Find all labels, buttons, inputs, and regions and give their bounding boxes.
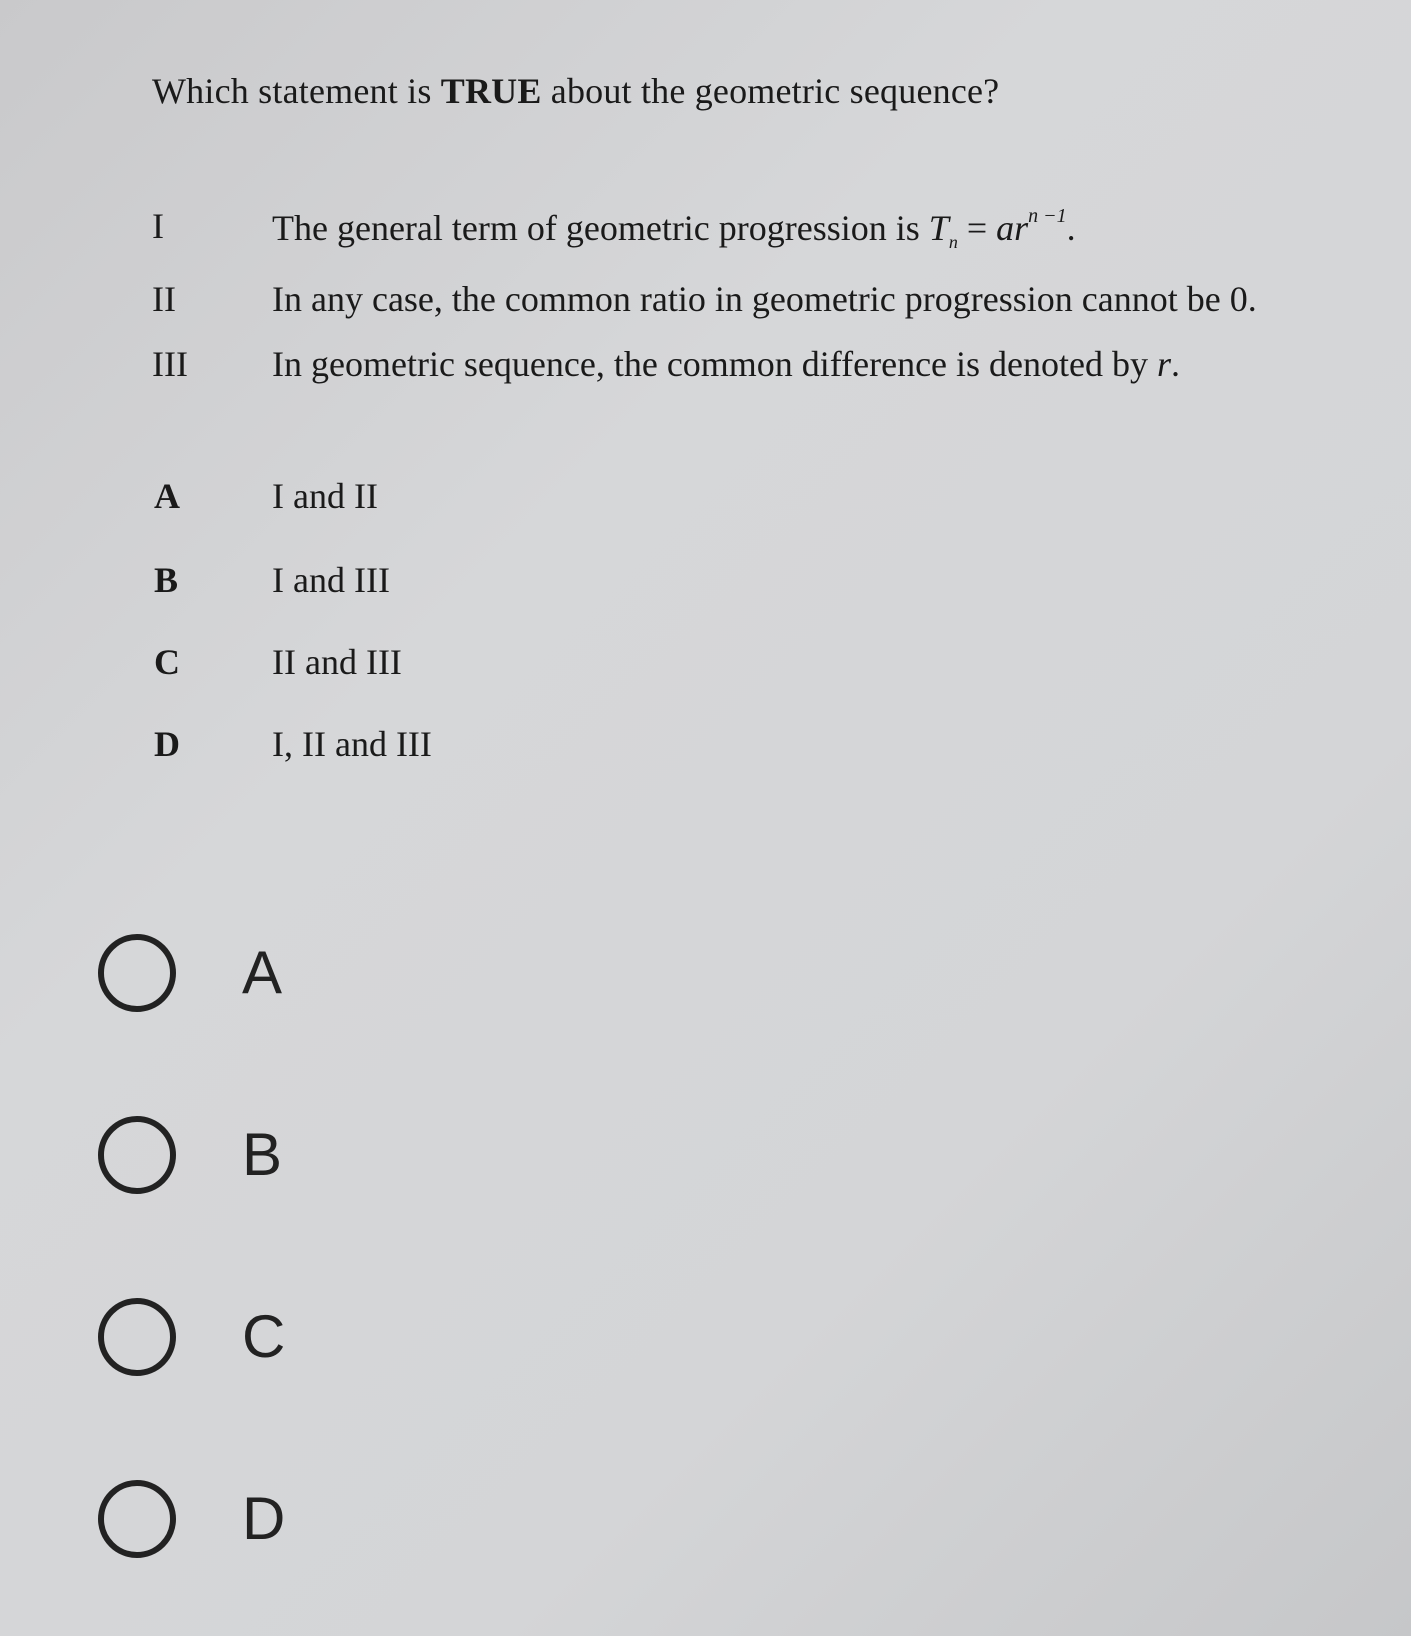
statement-text-body: In geometric sequence, the common difference is denoted by bbox=[272, 344, 1158, 384]
math-var-r: r bbox=[1157, 344, 1172, 384]
radio-option-c[interactable] bbox=[98, 1298, 498, 1388]
radio-label[interactable]: B bbox=[242, 1121, 283, 1188]
statement-text bbox=[272, 205, 1076, 253]
choice-text: II and III bbox=[272, 642, 402, 682]
radio-button-a[interactable] bbox=[98, 934, 176, 1012]
choice-letter: D bbox=[154, 724, 180, 764]
radio-option-d[interactable] bbox=[98, 1480, 498, 1570]
radio-button-c[interactable] bbox=[98, 1298, 176, 1376]
radio-label[interactable]: C bbox=[242, 1303, 286, 1370]
statement-text-body: The general term of geometric progression is bbox=[272, 208, 929, 248]
math-term-t: T bbox=[928, 208, 949, 248]
statement-numeral: I bbox=[152, 206, 164, 246]
question-text bbox=[152, 70, 1352, 112]
choice-text: I, II and III bbox=[272, 724, 432, 764]
radio-label[interactable]: A bbox=[242, 939, 283, 1006]
radio-button-b[interactable] bbox=[98, 1116, 176, 1194]
choice-letter: A bbox=[154, 476, 180, 516]
statement-numeral: II bbox=[152, 279, 176, 319]
math-period: . bbox=[1171, 344, 1181, 384]
statement-text: In any case, the common ratio in geometric progression cannot be 0. bbox=[272, 279, 1257, 319]
question-emphasis: TRUE bbox=[440, 71, 542, 111]
math-subscript: n bbox=[948, 232, 958, 252]
radio-label[interactable]: D bbox=[242, 1485, 286, 1552]
math-superscript: n −1 bbox=[1028, 205, 1067, 227]
question-block bbox=[152, 70, 1352, 112]
radio-option-a[interactable] bbox=[98, 934, 498, 1024]
radio-option-b[interactable] bbox=[98, 1116, 498, 1206]
statement-numeral: III bbox=[152, 344, 188, 384]
math-ar: ar bbox=[996, 208, 1029, 248]
choice-text: I and II bbox=[272, 476, 378, 516]
choice-text: I and III bbox=[272, 560, 390, 600]
math-period: . bbox=[1066, 208, 1076, 248]
choice-letter: B bbox=[154, 560, 179, 600]
radio-button-d[interactable] bbox=[98, 1480, 176, 1558]
question-suffix: about the geometric sequence? bbox=[541, 71, 1000, 111]
question-prefix: Which statement is bbox=[152, 71, 441, 111]
math-equals: = bbox=[957, 208, 997, 248]
choice-letter: C bbox=[154, 642, 180, 682]
statement-text bbox=[272, 343, 1180, 385]
